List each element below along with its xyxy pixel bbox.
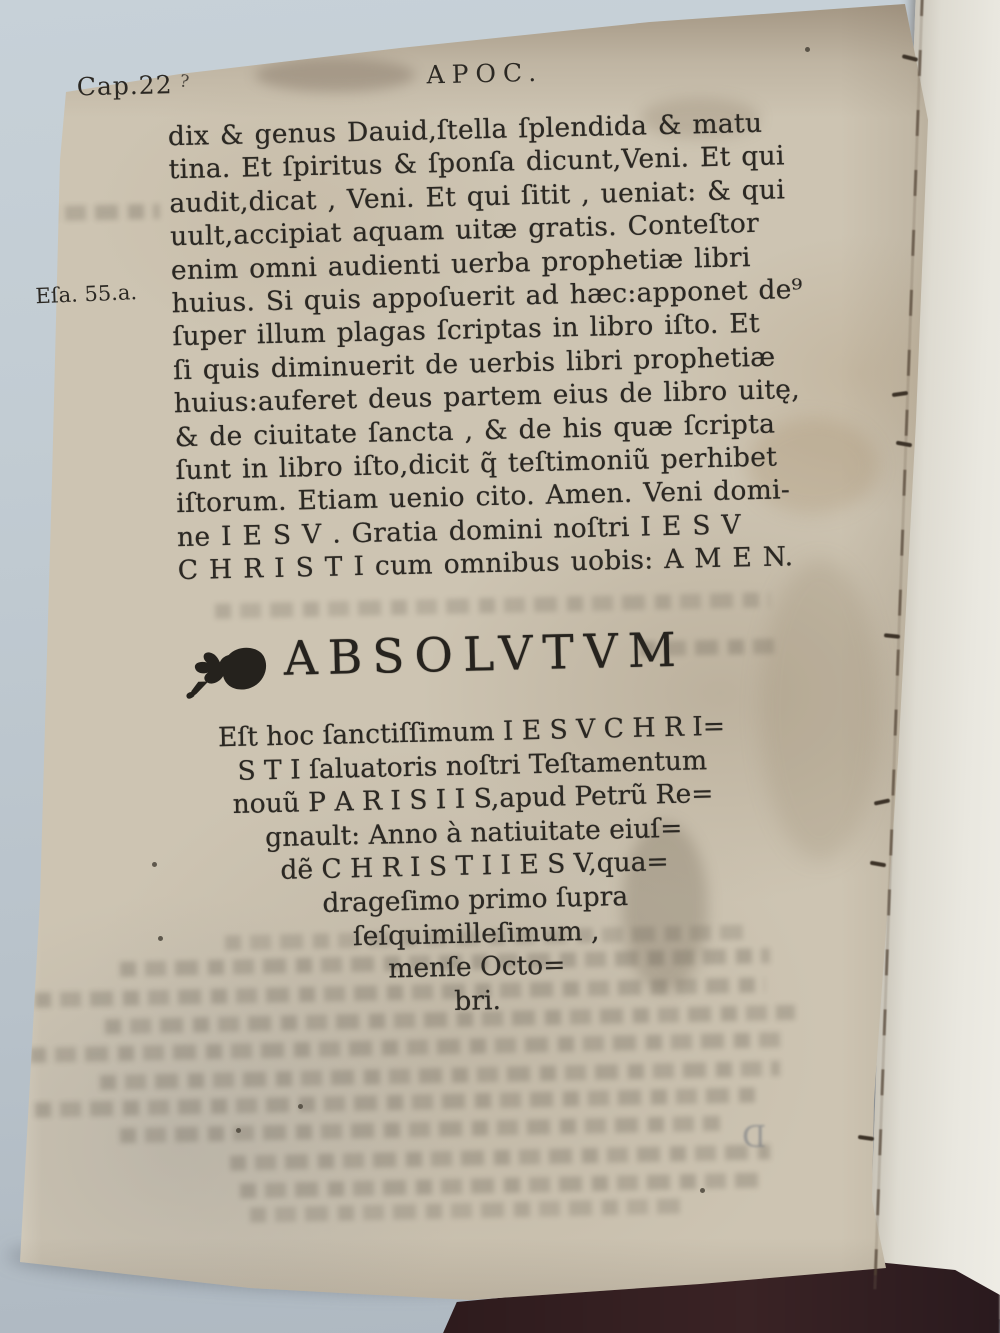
colophon-line: gnault: Anno à natiuitate eiuſ= [264, 812, 683, 854]
colophon-line: S T I ſaluatoris noſtri Teſtamentum [237, 744, 708, 787]
body-line: huius:auferet deus partem eius de libro uitę, [173, 374, 801, 420]
body-line: ſi quis diminuerit de uerbis libri prophetiæ [172, 341, 776, 386]
body-line: & de ciuitate ſancta , & de his quæ ſcripta [174, 408, 776, 453]
margin-reference-note: Eſa. 55.a. [35, 280, 138, 309]
body-line: ſunt in libro iſto,dicit q̃ teſtimoniũ perhibet [175, 441, 778, 487]
body-line: uult,accipiat aquam uitæ gratis. Conteſtor [169, 208, 760, 253]
body-line: dix & genus Dauid,ſtella ſplendida & matu [167, 107, 763, 153]
colophon-line: Eſt hoc ſanctiſſimum I E S V C H R I= [217, 710, 726, 754]
chapter-label [76, 70, 192, 102]
colophon-heading: ABSOLVTVM [283, 622, 687, 687]
body-line: tina. Et ſpiritus & ſponſa dicunt,Veni. Et qui [168, 140, 786, 186]
body-text-block [167, 107, 803, 588]
body-line: enim omni audienti uerba prophetiæ libri [170, 241, 752, 286]
body-line: ſuper illum plagas ſcriptas in libro iſto. Et [172, 308, 761, 353]
body-line: huius. Si quis appoſuerit ad hæc:apponet de⁹ [171, 273, 803, 320]
ghost-signature-mark: D [742, 1120, 767, 1155]
colophon-line: drageſimo primo ſupra [322, 880, 629, 919]
body-line: ne I E S V . Gratia domini noſtri I E S V [176, 509, 742, 553]
colophon-line: dẽ C H R I S T I I E S V,qua= [280, 846, 670, 887]
colophon-line: nouũ P A R I S I I S,apud Petrũ Re= [232, 778, 714, 821]
chapter-text: Cap.22 [76, 70, 173, 102]
running-title: APOC. [426, 57, 544, 90]
fleuron-leaf-icon [173, 642, 274, 706]
body-line: C H R I S T I cum omnibus uobis: A M E N. [177, 541, 794, 587]
body-line: iſtorum. Etiam uenio cito. Amen. Veni domi- [175, 474, 791, 520]
colophon-line: bri. [453, 984, 502, 1017]
chapter-flourish-mark: ? [178, 71, 192, 93]
colophon-line: menſe Octo= [387, 949, 566, 985]
colophon-block [191, 709, 758, 1024]
body-line: audit,dicat , Veni. Et qui ſitit , ueniat: & qui [169, 174, 786, 220]
colophon-line: ſeſquimilleſimum , [352, 915, 600, 952]
